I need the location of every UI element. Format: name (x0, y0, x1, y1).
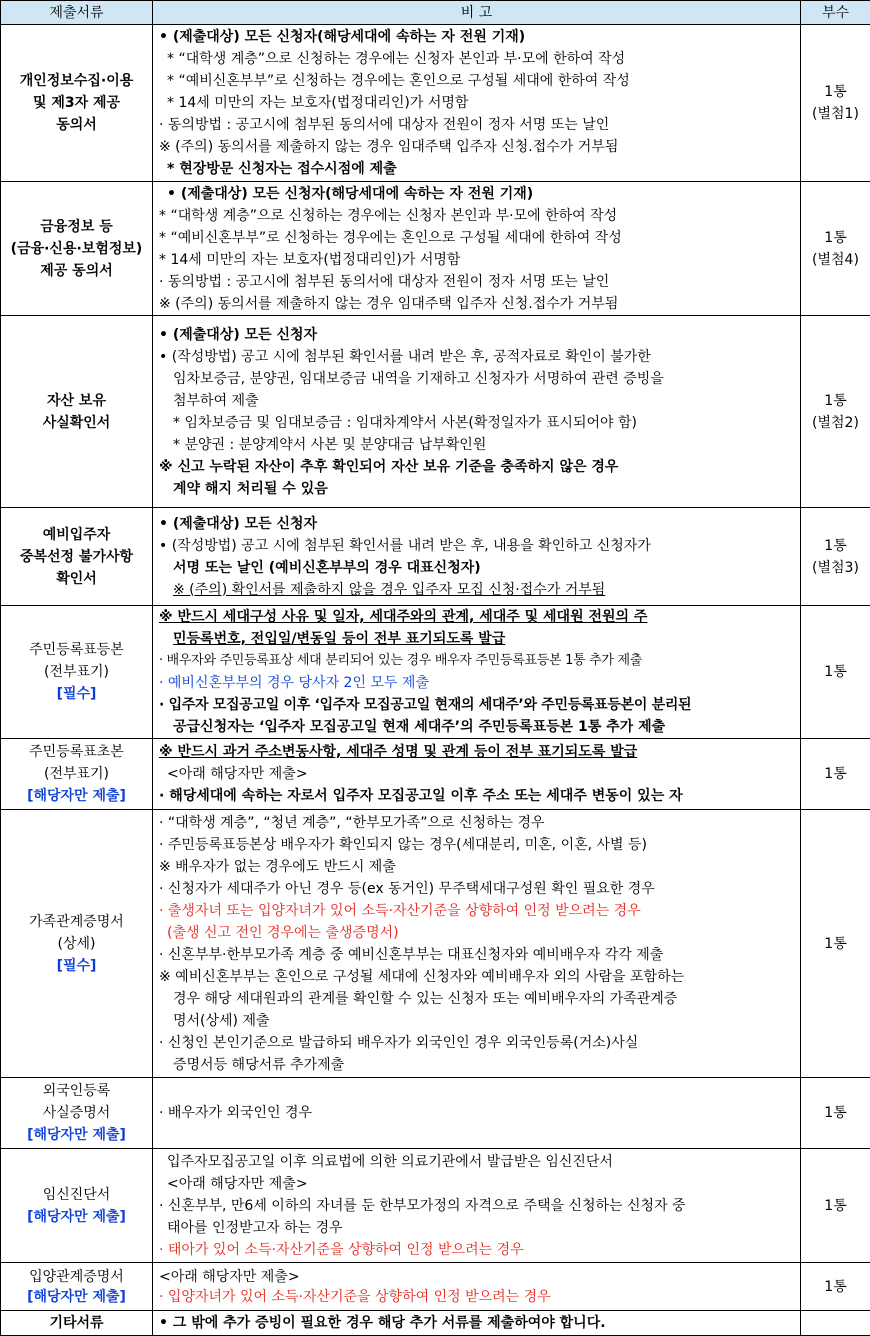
remark-line: · 신청인 본인기준으로 발급하되 배우자가 외국인인 경우 외국인등록(거소)사실 (159, 1032, 796, 1054)
remark-line: • (작성방법) 공고 시에 첨부된 확인서를 내려 받은 후, 공적자료로 확인이 불가한 (159, 346, 796, 368)
remarks-cell (153, 606, 801, 739)
remark-line: ※ (주의) 확인서를 제출하지 않을 경우 입주자 모집 신청·접수가 거부됨 (159, 579, 796, 601)
remark-line: <아래 해당자만 제출> (159, 1267, 796, 1287)
doc-label: 외국인등록 (3, 1080, 150, 1102)
doc-label: 중복선정 불가사항 (3, 546, 150, 568)
count-value: 1통 (801, 763, 870, 785)
remark-line: * 14세 미만의 자는 보호자(법정대리인)가 서명함 (159, 249, 796, 271)
count-cell (801, 1078, 870, 1149)
remark-line: 민등록번호, 전입일/변동일 등이 전부 표기되도록 발급 (159, 628, 796, 650)
count-cell (801, 25, 870, 182)
remark-line: · 신혼부부, 만6세 이하의 자녀를 둔 한부모가정의 자격으로 주택을 신청하는 신청자 중 (159, 1195, 796, 1217)
remark-line: · 해당세대에 속하는 자로서 입주자 모집공고일 이후 주소 또는 세대주 변동이 있는 자 (159, 785, 796, 807)
count-cell (801, 182, 870, 316)
doc-cell (1, 739, 153, 810)
conditional-badge: [해당자만 제출] (3, 1206, 150, 1228)
doc-label: 개인정보수집·이용 (3, 70, 150, 92)
count-cell (801, 606, 870, 739)
remark-line: * 14세 미만의 자는 보호자(법정대리인)가 서명함 (159, 92, 796, 114)
count-cell (801, 508, 870, 606)
doc-cell (1, 508, 153, 606)
count-attachment: (별첨1) (801, 103, 870, 125)
count-cell (801, 739, 870, 810)
table-row (1, 739, 870, 810)
remark-line: · 신혼부부·한부모가족 계층 중 예비신혼부부는 대표신청자와 예비배우자 각각 제출 (159, 944, 796, 966)
remark-line: 태아를 인정받고자 하는 경우 (159, 1217, 796, 1239)
count-cell (801, 1311, 870, 1336)
count-cell (801, 1149, 870, 1263)
remark-line: * 분양권 : 분양계약서 사본 및 분양대금 납부확인원 (159, 434, 796, 456)
count-value: 1통 (801, 1102, 870, 1124)
conditional-badge: [해당자만 제출] (3, 785, 150, 807)
table-row (1, 25, 870, 182)
doc-cell (1, 1078, 153, 1149)
remark-line: 공급신청자는 ‘입주자 모집공고일 현재 세대주’의 주민등록표등본 1통 추가 제출 (159, 716, 796, 738)
remark-line: ※ 예비신혼부부는 혼인으로 구성될 세대에 신청자와 예비배우자 외의 사람을 포함하는 (159, 966, 796, 988)
remarks-cell (153, 25, 801, 182)
table-row (1, 1311, 870, 1336)
doc-label: (금융·신용·보험정보) (3, 238, 150, 260)
table-row (1, 182, 870, 316)
count-cell (801, 810, 870, 1078)
remark-line: · 배우자가 외국인인 경우 (159, 1102, 796, 1124)
table-row (1, 1149, 870, 1263)
remark-line: (출생 신고 전인 경우에는 출생증명서) (159, 922, 796, 944)
remarks-cell (153, 739, 801, 810)
remark-line: • (제출대상) 모든 신청자 (159, 324, 796, 346)
remark-line: * “대학생 계층”으로 신청하는 경우에는 신청자 본인과 부·모에 한하여 작성 (159, 205, 796, 227)
header-count: 부수 (801, 1, 870, 25)
table-row (1, 316, 870, 508)
remark-line: 계약 해지 처리될 수 있음 (159, 478, 796, 500)
remark-line: • (제출대상) 모든 신청자(해당세대에 속하는 자 전원 기재) (159, 26, 796, 48)
remark-line: · 신청자가 세대주가 아닌 경우 등(ex 동거인) 무주택세대구성원 확인 필요한 경우 (159, 878, 796, 900)
remark-line: 증명서등 해당서류 추가제출 (159, 1054, 796, 1076)
count-value: 1통 (801, 661, 870, 683)
table-header (1, 1, 870, 25)
remarks-cell (153, 508, 801, 606)
header-remarks: 비 고 (153, 1, 801, 25)
doc-label: (전부표기) (3, 661, 150, 683)
doc-label: 동의서 (3, 114, 150, 136)
count-value: 1통 (801, 1195, 870, 1217)
remark-line: • (제출대상) 모든 신청자 (159, 513, 796, 535)
doc-label: 예비입주자 (3, 524, 150, 546)
remark-line: 경우 해당 세대원과의 관계를 확인할 수 있는 신청자 또는 예비배우자의 가족관계증 (159, 988, 796, 1010)
count-cell (801, 316, 870, 508)
count-attachment: (별첨3) (801, 557, 870, 579)
doc-cell (1, 25, 153, 182)
remark-line: · 입양자녀가 있어 소득·자산기준을 상향하여 인정 받으려는 경우 (159, 1287, 796, 1307)
doc-cell (1, 606, 153, 739)
remarks-cell (153, 1078, 801, 1149)
doc-label: 기타서류 (3, 1313, 150, 1333)
count-value: 1통 (801, 81, 870, 103)
doc-label: 사실증명서 (3, 1102, 150, 1124)
remark-line: <아래 해당자만 제출> (159, 1173, 796, 1195)
remark-line: • 그 밖에 추가 증빙이 필요한 경우 해당 추가 서류를 제출하여야 합니다. (159, 1313, 796, 1333)
remark-line: · 출생자녀 또는 입양자녀가 있어 소득·자산기준을 상향하여 인정 받으려는 경우 (159, 900, 796, 922)
remark-line: 입주자모집공고일 이후 의료법에 의한 의료기관에서 발급받은 임신진단서 (159, 1151, 796, 1173)
header-documents: 제출서류 (1, 1, 153, 25)
doc-label: 제공 동의서 (3, 260, 150, 282)
table-row (1, 810, 870, 1078)
doc-label: 입양관계증명서 (3, 1267, 150, 1287)
remarks-cell (153, 182, 801, 316)
conditional-badge: [해당자만 제출] (3, 1124, 150, 1146)
doc-cell (1, 1263, 153, 1311)
remarks-cell (153, 316, 801, 508)
count-value: 1통 (801, 1276, 870, 1298)
count-value: 1통 (801, 390, 870, 412)
doc-cell (1, 316, 153, 508)
doc-cell (1, 1149, 153, 1263)
doc-label: 임신진단서 (3, 1184, 150, 1206)
remark-line: <아래 해당자만 제출> (159, 763, 796, 785)
remark-line: · 동의방법 : 공고시에 첨부된 동의서에 대상자 전원이 정자 서명 또는 날인 (159, 114, 796, 136)
remark-line: · 주민등록표등본상 배우자가 확인되지 않는 경우(세대분리, 미혼, 이혼, 사별 등) (159, 834, 796, 856)
remark-line: · 예비신혼부부의 경우 당사자 2인 모두 제출 (159, 672, 796, 694)
table-row (1, 606, 870, 739)
remark-line: · 입주자 모집공고일 이후 ‘입주자 모집공고일 현재의 세대주’와 주민등록표등본이 분리된 (159, 694, 796, 716)
remark-line: · 배우자와 주민등록표상 세대 분리되어 있는 경우 배우자 주민등록표등본 1통 추가 제출 (159, 650, 796, 672)
table-row (1, 1263, 870, 1311)
remark-line: * 임차보증금 및 임대보증금 : 임대차계약서 사본(확정일자가 표시되어야 함) (159, 412, 796, 434)
doc-label: 주민등록표등본 (3, 639, 150, 661)
count-attachment: (별첨2) (801, 412, 870, 434)
remark-line: ※ 신고 누락된 자산이 추후 확인되어 자산 보유 기준을 충족하지 않은 경우 (159, 456, 796, 478)
remarks-cell (153, 810, 801, 1078)
remark-line: * “대학생 계층”으로 신청하는 경우에는 신청자 본인과 부·모에 한하여 작성 (159, 48, 796, 70)
doc-cell (1, 810, 153, 1078)
remark-line: 임차보증금, 분양권, 임대보증금 내역을 기재하고 신청자가 서명하여 관련 증빙을 (159, 368, 796, 390)
remarks-cell (153, 1149, 801, 1263)
remark-line: * 현장방문 신청자는 접수시점에 제출 (159, 158, 796, 180)
remark-line: 서명 또는 날인 (예비신혼부부의 경우 대표신청자) (159, 557, 796, 579)
doc-cell (1, 1311, 153, 1336)
remark-line: · 태아가 있어 소득·자산기준을 상향하여 인정 받으려는 경우 (159, 1239, 796, 1261)
remark-line: ※ 배우자가 없는 경우에도 반드시 제출 (159, 856, 796, 878)
count-attachment: (별첨4) (801, 249, 870, 271)
doc-label: (상세) (3, 933, 150, 955)
remark-line: · “대학생 계층”, “청년 계층”, “한부모가족”으로 신청하는 경우 (159, 812, 796, 834)
count-cell (801, 1263, 870, 1311)
table-row (1, 1078, 870, 1149)
remark-line: * “예비신혼부부”로 신청하는 경우에는 혼인으로 구성될 세대에 한하여 작성 (159, 227, 796, 249)
doc-label: 확인서 (3, 568, 150, 590)
count-value: 1통 (801, 933, 870, 955)
doc-label: 자산 보유 (3, 390, 150, 412)
remark-line: • (제출대상) 모든 신청자(해당세대에 속하는 자 전원 기재) (159, 183, 796, 205)
doc-label: (전부표기) (3, 763, 150, 785)
remark-line: · 동의방법 : 공고시에 첨부된 동의서에 대상자 전원이 정자 서명 또는 날인 (159, 271, 796, 293)
remark-line: * “예비신혼부부”로 신청하는 경우에는 혼인으로 구성될 세대에 한하여 작성 (159, 70, 796, 92)
remark-line: 명서(상세) 제출 (159, 1010, 796, 1032)
remark-line: 첨부하여 제출 (159, 390, 796, 412)
remark-line: ※ (주의) 동의서를 제출하지 않는 경우 임대주택 입주자 신청.접수가 거부됨 (159, 136, 796, 158)
required-badge: [필수] (3, 683, 150, 705)
doc-label: 사실확인서 (3, 412, 150, 434)
table-row (1, 508, 870, 606)
doc-label: 가족관계증명서 (3, 911, 150, 933)
required-badge: [필수] (3, 955, 150, 977)
remarks-cell (153, 1311, 801, 1336)
doc-cell (1, 182, 153, 316)
count-value: 1통 (801, 227, 870, 249)
remark-line: ※ 반드시 세대구성 사유 및 일자, 세대주와의 관계, 세대주 및 세대원 전원의 주 (159, 606, 796, 628)
remark-line: ※ 반드시 과거 주소변동사항, 세대주 성명 및 관계 등이 전부 표기되도록 발급 (159, 741, 796, 763)
doc-label: 주민등록표초본 (3, 741, 150, 763)
remarks-cell (153, 1263, 801, 1311)
conditional-badge: [해당자만 제출] (3, 1287, 150, 1307)
doc-label: 금융정보 등 (3, 216, 150, 238)
remark-line: • (작성방법) 공고 시에 첨부된 확인서를 내려 받은 후, 내용을 확인하고 신청자가 (159, 535, 796, 557)
count-value: 1통 (801, 535, 870, 557)
doc-label: 및 제3자 제공 (3, 92, 150, 114)
remark-line: ※ (주의) 동의서를 제출하지 않는 경우 임대주택 입주자 신청.접수가 거부됨 (159, 293, 796, 315)
